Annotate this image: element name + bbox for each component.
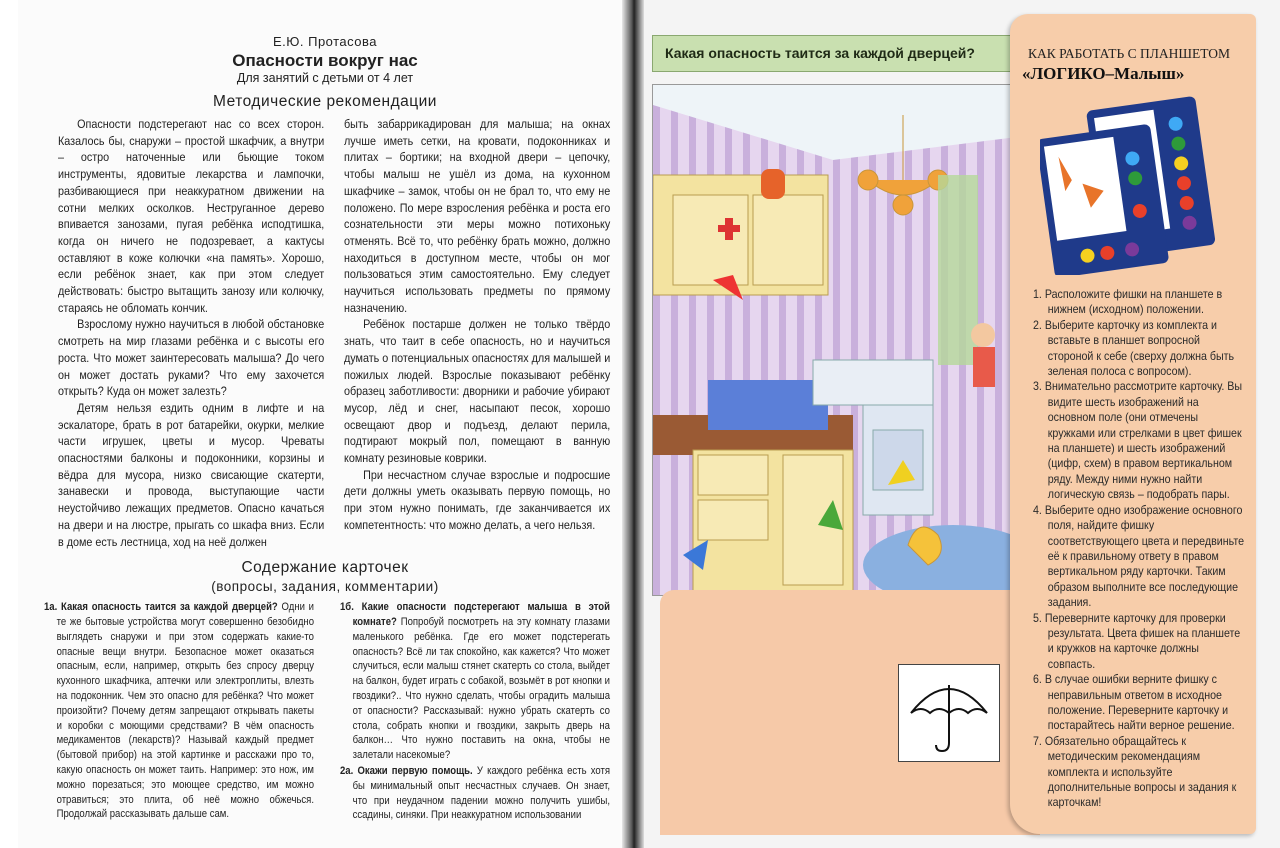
paragraph: Опасности подстерегают нас со всех сторон. Казалось бы, снаружи – простой шкафчик, а внутри – остро наточенные или бьющие током инструменты, ядовитые лекарства и лампочки, разбивающиеся при неаккуратном движении на сотни мелких осколков. Неструганное дерево впивается занозами, пугая ребёнка исподтишка, когда он ничего не подозревает, а кактусы оставляют в коже колючки «на память». Хорошо, если ребёнок знает, как при этом следует действовать: быстро вытащить занозу или колючку, стараясь не обломать кончик. xyxy=(58,117,325,315)
umbrella-icon xyxy=(899,665,999,761)
text-column-1 xyxy=(58,116,324,550)
question-number: 1а. xyxy=(44,601,58,614)
question-title: Какие опасности подстерегают малыша в этой комнате? xyxy=(352,601,610,629)
section-heading-recommendations: Методические рекомендации xyxy=(213,93,437,110)
question-text: У каждого ребёнка есть хотя бы минимальный опыт несчастных случаев. Он знает, что при неудачном падении можно получить ушибы, ссадины, синяки. При неаккуратном использовании xyxy=(352,765,610,822)
question-number: 1б. xyxy=(340,601,354,614)
paragraph: Детям нельзя ездить одним в лифте и на эскалаторе, брать в рот батарейки, окурки, мелкие части игрушек, цветы и мусор. Чреваты опасностями балконы и подоконники, корзины и вёдра для мусора, низко свисающие скатерти, занавески и провода, выступающие части неустойчиво лежащих предметов. Опасно качаться на двери и на люстре, прыгать со шкафа вниз. Если в доме есть лестница, ход на неё должен xyxy=(58,400,325,549)
questions-column-1 xyxy=(44,600,314,824)
paragraph: Взрослому нужно научиться в любой обстановке смотреть на мир глазами ребёнка и с высоты его роста. Что может заинтересовать малыша? До чего он может достать руками? Что ему захочется открыть? Куда он может залезть? xyxy=(58,317,325,399)
step-item: 7. Обязательно обращайтесь к методическим рекомендациям комплекта и используйте дополнительные вопросы и задания к карточкам! xyxy=(1033,734,1237,810)
instruction-title: КАК РАБОТАТЬ С ПЛАНШЕТОМ xyxy=(1028,46,1231,61)
step-item: 1. Расположите фишки на планшете в нижнем (исходном) положении. xyxy=(1033,288,1223,317)
step-item: 5. Переверните карточку для проверки результата. Цвета фишек на планшете и кружков на карточке должны совпасть. xyxy=(1033,611,1241,671)
card-question-banner: Какая опасность таится за каждой дверцей? xyxy=(652,35,1022,72)
step-item: 4. Выберите одно изображение основного поля, найдите фишку соответствующего цвета и передвиньте её к правильному ответу в правом вертикальном ряду карточки. Таким образом выполните все последующие задания. xyxy=(1033,503,1245,610)
question-columns xyxy=(40,600,610,824)
instruction-steps-area xyxy=(1033,287,1245,811)
step-item: 6. В случае ошибки верните фишку с неправильным ответом в исходное положение. Переверните карточку и постарайтесь найти верное решение. xyxy=(1033,673,1235,733)
answer-tile xyxy=(898,664,1000,762)
instruction-steps xyxy=(1033,287,1245,811)
paragraph: быть забаррикадирован для малыша; на окнах лучше иметь сетки, на кровати, подоконниках и плитах – бортики; на входной двери – цепочку, чтобы малыш не ушёл из дома, на кухонном шкафчике – замок, чтобы он не брал то, что ему не положено. По мере взросления ребёнка и роста его сознательности эти меры можно потихоньку отменять. Всё то, что ребёнку брать можно, должно находиться в доступном месте, чтобы он мог пользоваться этим самостоятельно. Ему следует научиться использовать предметы по прямому назначению. xyxy=(344,117,611,315)
section-subheading-cards: (вопросы, задания, комментарии) xyxy=(211,579,439,595)
tablet-photo xyxy=(1040,90,1220,280)
paragraph: При несчастном случае взрослые и подросшие дети должны уметь оказывать первую помощь, но при этом нужно понимать, где заканчивается их компетентность: что можно делать, а чего нельзя. xyxy=(344,467,611,532)
product-title: «ЛОГИКО–Малыш» xyxy=(1022,64,1185,83)
book-spine xyxy=(622,0,644,848)
page-subtitle: Для занятий с детьми от 4 лет xyxy=(236,71,414,85)
question-item xyxy=(340,600,610,763)
question-number: 2а. xyxy=(340,765,354,778)
kitchen-illustration xyxy=(652,84,1034,596)
author: Е.Ю. Протасова xyxy=(272,34,378,49)
left-page-content xyxy=(40,34,610,824)
step-item: 2. Выберите карточку из комплекта и вставьте в планшет вопросной стороной к себе (сверху должна быть зеленая полоса с вопросом). xyxy=(1033,318,1235,379)
section-heading-cards: Содержание карточек xyxy=(241,559,409,577)
text-column-2 xyxy=(344,116,610,550)
question-text: Одни и те же бытовые устройства могут совершенно безобидно выглядеть снаружи и при этом содержать какие-то опасные вещи внутри. Безопасное может оказаться опасным, если, например, открыть без спросу дверцу кухонного шкафчика, аптечки или электроплиты, влезть на подоконник. Чем это опасно для ребёнка? Что может произойти? Почему детям запрещают открывать пакеты и коробки с моющими средствами? В чём опасность медикаментов (лекарств)? Называй каждый предмет (бытовой прибор) на этой картинке и расскажи про то, какую опасность он может таить. Например: это нож, им можно порезаться; это моющее средство, им можно отравиться; это плита, об неё можно обжечься. Продолжай рассказывать дальше сам. xyxy=(56,601,315,821)
paragraph: Ребёнок постарше должен не только твёрдо знать, что таит в себе опасность, но и научиться думать о потенциальных опасностях для малышей и пожилых людей. Взрослые показывают ребёнку образец заботливости: дворники и рабочие убирают мусор, лёд и снег, насыпают песок, хорошо освещают двор и подъезд, делают перила, подтирают мокрый пол, помещают в ванную комнату резиновые коврики. xyxy=(344,317,611,466)
step-item: 3. Внимательно рассмотрите карточку. Вы видите шесть изображений на основном поле (они отмечены кружками или стрелками в цвет фишек на планшете) и шесть изображений (цифр, схем) в правом вертикальном ряду. Между ними нужно найти логическую связь – подобрать пары. xyxy=(1033,380,1243,502)
questions-column-2 xyxy=(340,600,610,824)
question-item xyxy=(44,600,314,822)
question-title: Какая опасность таится за каждой дверцей? xyxy=(61,601,278,614)
page-title: Опасности вокруг нас xyxy=(232,51,418,70)
question-title: Окажи первую помощь. xyxy=(357,765,473,778)
text-columns xyxy=(40,116,610,550)
question-text: Попробуй посмотреть на эту комнату глазами маленького ребёнка. Где его может подстерегать опасность? Всё ли так спокойно, как кажется? Что может случиться, если малыш стянет скатерть со стола, выйдет на балкон, будет играть с собакой, возьмёт в рот кнопки и гвоздики?.. Что нужно сделать, чтобы оградить малыша от опасности? Рассказывай: нужно убрать скатерть со стола, собрать кнопки и гвоздики, закрыть дверь на балкон… Что нужно поставить на окна, чтобы не залетали насекомые? xyxy=(352,616,610,762)
question-item xyxy=(340,764,610,823)
